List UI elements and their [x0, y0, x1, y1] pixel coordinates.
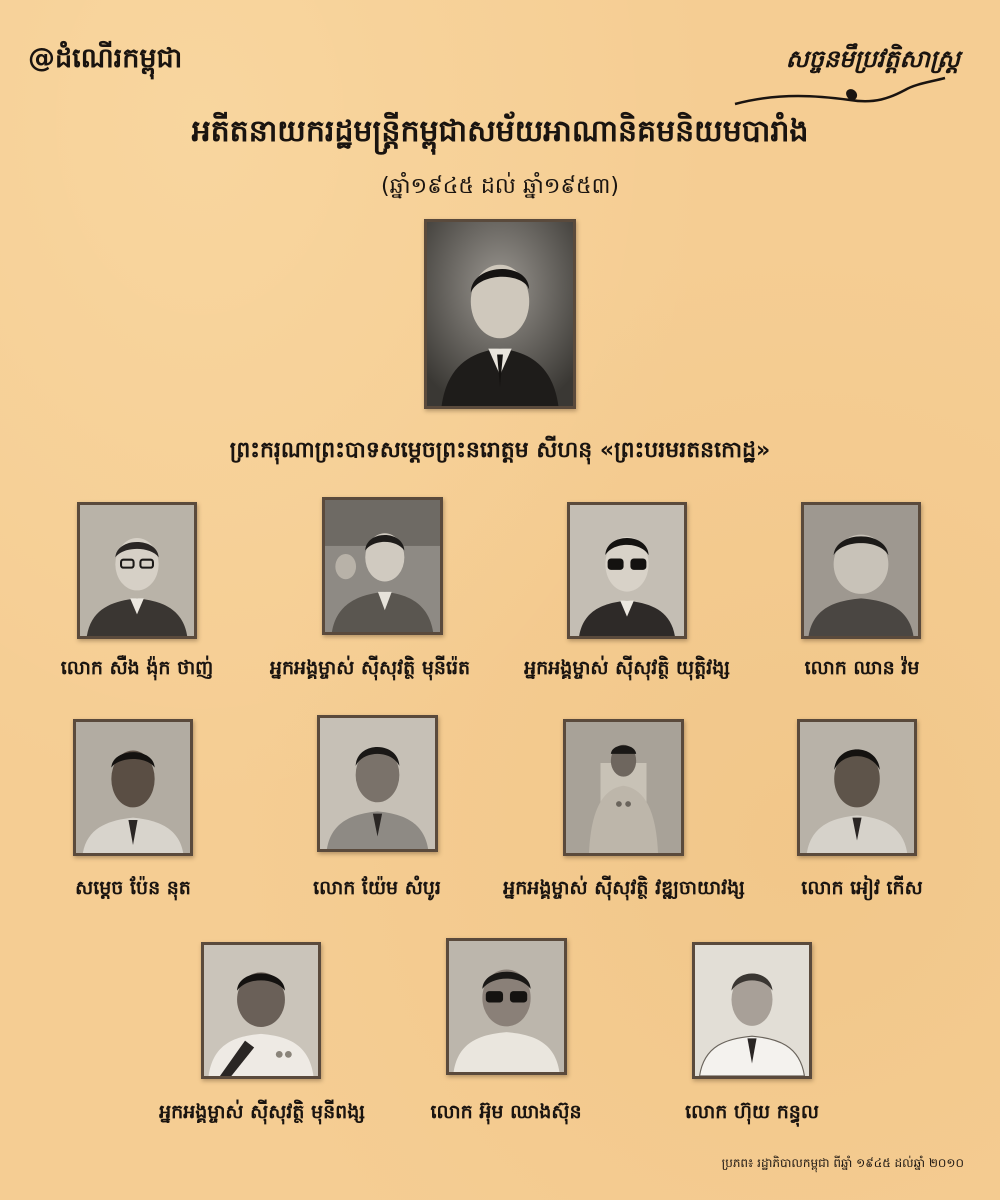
- page-subtitle: (ឆ្នាំ១៩៤៥ ដល់ ឆ្នាំ១៩៥៣): [381, 174, 619, 199]
- portrait-sisowath-monireth: [322, 497, 443, 635]
- portrait-sisowath-watchayavong: [563, 719, 684, 856]
- portrait-oum-chheang-sun: [446, 938, 567, 1075]
- caption-yem-sambaur: លោក យ៉ែម សំបូរ: [313, 877, 441, 899]
- caption-chhean-vam: លោក ឈាន វ៉ម: [804, 657, 920, 679]
- portrait-sung-ngoc-thanh: [77, 502, 197, 639]
- portrait-chhean-vam: [801, 502, 921, 639]
- caption-ieu-koeus: លោក អៀវ កើស: [801, 877, 923, 899]
- page-title: អតីតនាយករដ្ឋមន្ត្រីកម្ពុជាសម័យអាណានិគមនិយមបារាំង: [191, 114, 809, 149]
- caption-sisowath-monireth: អ្នកអង្គម្ចាស់ ស៊ីសុវត្ថិ មុនីរ៉េត: [269, 657, 471, 679]
- king-portrait: [424, 219, 576, 409]
- caption-oum-chheang-sun: លោក អ៊ុម ឈាងស៊ុន: [430, 1101, 582, 1123]
- caption-penn-nouth: សម្តេច ប៉ែន នុត: [75, 877, 191, 899]
- portrait-huy-kanthoul: [692, 942, 812, 1079]
- portrait-sisowath-youtevong: [567, 502, 687, 639]
- king-caption: ព្រះករុណាព្រះបាទសម្តេចព្រះនរោត្តម សីហនុ «ព្រះបរមរតនកោដ្ឋ»: [229, 438, 771, 463]
- portrait-yem-sambaur: [317, 715, 438, 852]
- caption-sisowath-youtevong: អ្នកអង្គម្ចាស់ ស៊ីសុវត្ថិ យុត្តិវង្ស: [524, 657, 730, 679]
- brand-name: សច្ចនមឹប្រវត្តិសាស្ត្រ: [785, 45, 960, 73]
- portrait-penn-nouth: [73, 719, 193, 856]
- caption-huy-kanthoul: លោក ហ៊ុយ កន្ធុល: [685, 1101, 819, 1123]
- portrait-sisowath-monipong: [201, 942, 321, 1079]
- caption-sisowath-monipong: អ្នកអង្គម្ចាស់ ស៊ីសុវត្ថិ មុនីពង្ស: [159, 1101, 365, 1123]
- brand-logo: [730, 44, 960, 114]
- caption-sung-ngoc-thanh: លោក សឺង ង៉ុក ថាញ់: [60, 657, 214, 679]
- page-handle: @ដំណើរកម្ពុជា: [28, 43, 183, 74]
- portrait-ieu-koeus: [797, 719, 917, 856]
- source-note: ប្រភព៖ រដ្ឋាភិបាលកម្ពុជា ពីឆ្នាំ ១៩៤៥ ដល់ឆ្នាំ ២០១០: [721, 1156, 964, 1170]
- caption-sisowath-watchayavong: អ្នកអង្គម្ចាស់ ស៊ីសុវត្ថិ វឌ្ឍចាយាវង្ស: [503, 877, 745, 899]
- flourish-icon: [730, 74, 960, 114]
